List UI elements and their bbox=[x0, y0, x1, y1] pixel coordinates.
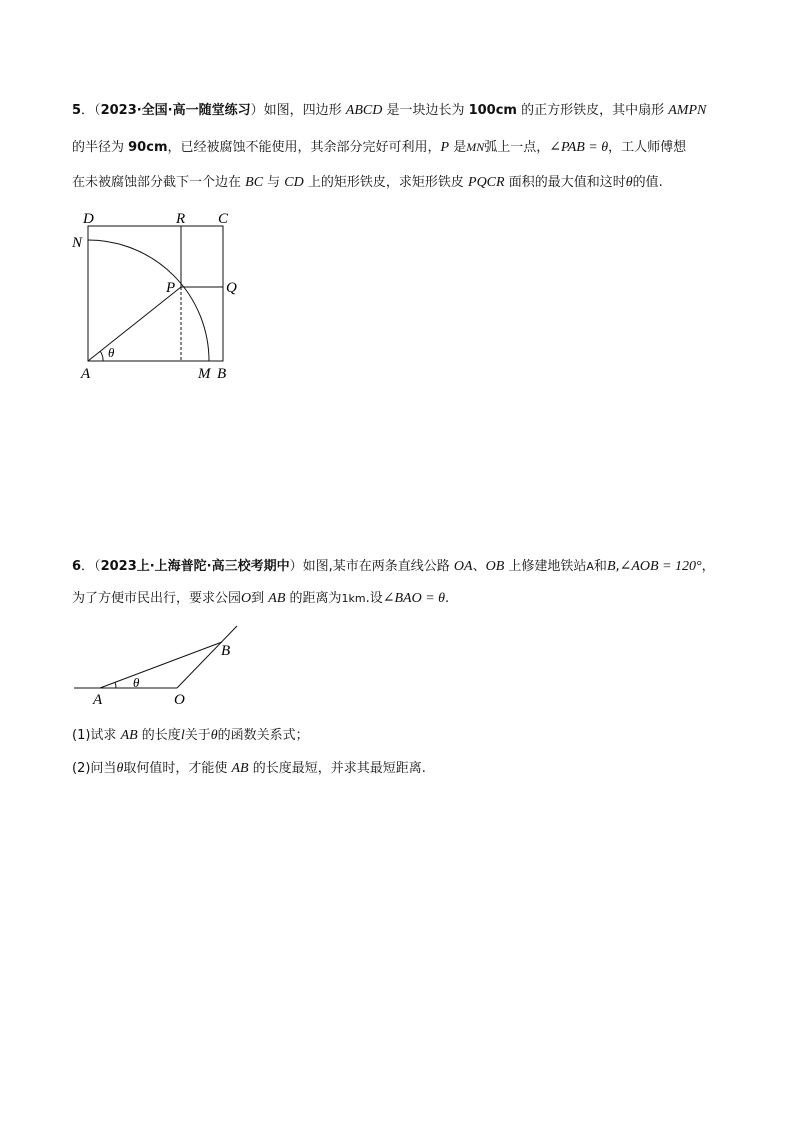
problem5-figure bbox=[66, 205, 256, 385]
problem6-line2: 为了方便市民出行，要求公园O到 AB 的距离为1km.设∠BAO = θ. bbox=[72, 591, 450, 606]
problem6-number: 6 bbox=[72, 559, 82, 574]
problem5-number: 5 bbox=[72, 103, 82, 118]
problem5-line2: 的半径为 90cm，已经被腐蚀不能使用，其余部分完好可利用，P 是MN弧上一点，∠PAB = θ，工人师傅想 bbox=[72, 140, 687, 155]
label-D: D bbox=[83, 211, 94, 227]
label-B: B bbox=[217, 366, 227, 382]
problem5-line3: 在未被腐蚀部分截下一个边在 BC 与 CD 上的矩形铁皮，求矩形铁皮 PQCR 面积的最大值和这时θ的值. bbox=[72, 175, 663, 190]
problem5-source: 2023·全国·高一随堂练习 bbox=[100, 103, 251, 118]
square-abcd bbox=[88, 226, 223, 361]
label-A: A bbox=[93, 692, 103, 708]
label-P: P bbox=[166, 280, 176, 296]
problem6-figure bbox=[70, 618, 250, 710]
problem6-question2: (2)问当θ取何值时，才能使 AB 的长度最短，并求其最短距离. bbox=[72, 761, 426, 776]
problem5-line1: 5．（2023·全国·高一随堂练习）如图，四边形 ABCD 是一块边长为 100cm 的正方形铁皮，其中扇形 AMPN bbox=[72, 103, 707, 118]
problem6-question1: (1)试求 AB 的长度l关于θ的函数关系式； bbox=[72, 728, 309, 743]
segment-ap bbox=[88, 287, 181, 361]
segment-ab bbox=[100, 642, 222, 688]
label-theta: θ bbox=[133, 675, 140, 690]
angle-theta-arc bbox=[115, 682, 116, 688]
problem6-line1: 6．（2023上·上海普陀·高三校考期中）如图,某市在两条直线公路 OA、OB 上修建地铁站A和B,∠AOB = 120°， bbox=[72, 559, 715, 574]
label-A: A bbox=[81, 366, 91, 382]
label-O: O bbox=[174, 692, 185, 708]
label-theta: θ bbox=[108, 345, 115, 360]
label-N: N bbox=[72, 235, 83, 251]
label-C: C bbox=[218, 211, 229, 227]
problem6-source: 2023上·上海普陀·高三校考期中 bbox=[100, 559, 290, 574]
label-Q: Q bbox=[226, 280, 237, 296]
label-B: B bbox=[221, 643, 231, 659]
angle-theta-arc bbox=[100, 351, 103, 361]
arc-mn-curve bbox=[88, 240, 209, 361]
label-M: M bbox=[198, 366, 211, 382]
label-R: R bbox=[176, 211, 186, 227]
arc-mn: MN bbox=[466, 140, 485, 154]
